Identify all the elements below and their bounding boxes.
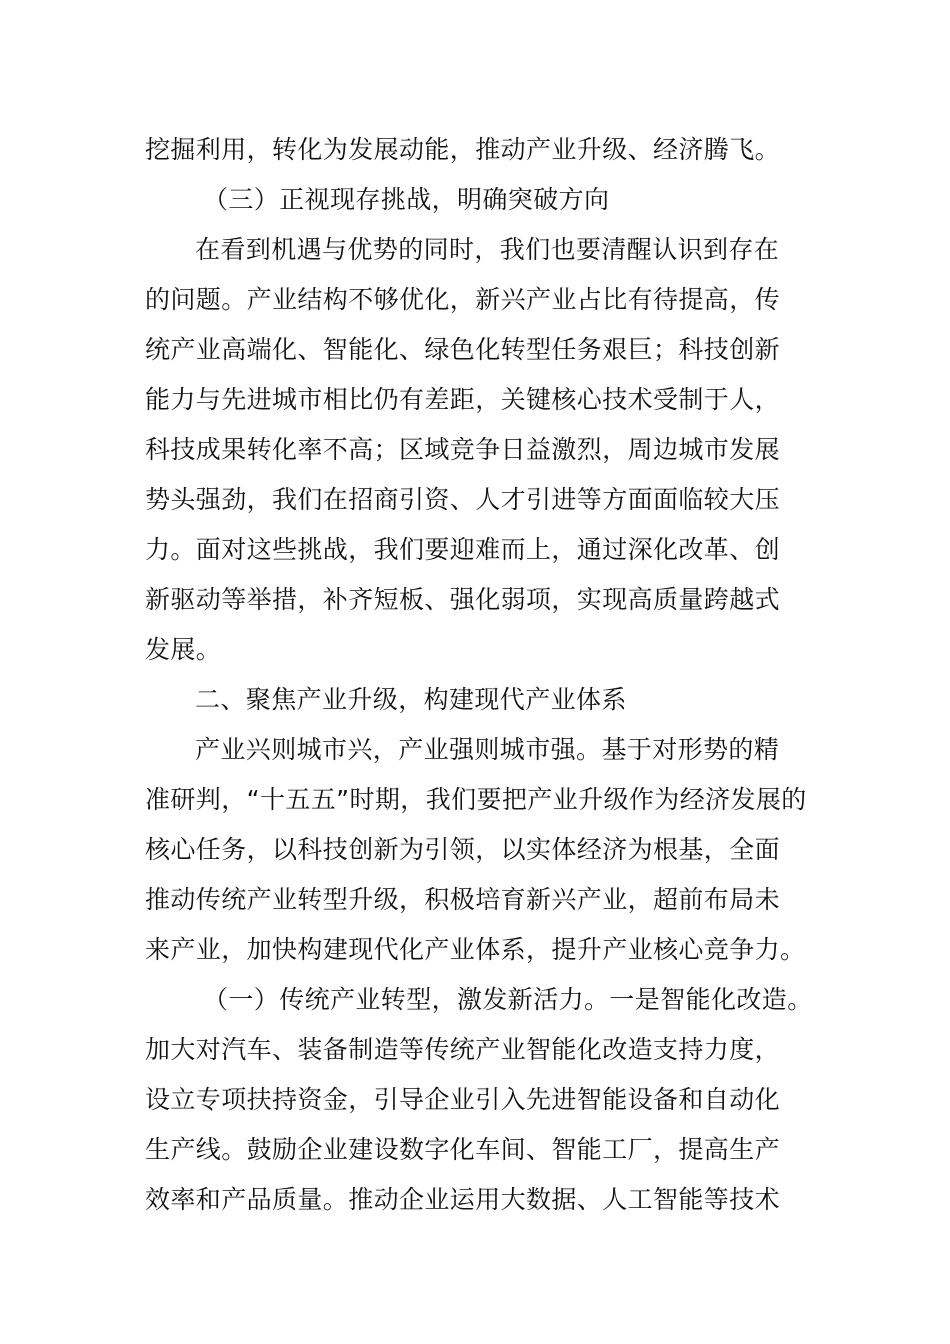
text-line: 推动传统产业转型升级，积极培育新兴产业，超前布局未 [145, 885, 781, 914]
paragraph-start: 产业兴则城市兴，产业强则城市强。基于对形势的精 [195, 735, 780, 764]
section-heading-3: （三）正视现存挑战，明确突破方向 [203, 185, 610, 214]
subsection-heading-1: （一）传统产业转型，激发新活力。一是智能化改造。 [203, 985, 813, 1014]
text-line: 科技成果转化率不高；区域竞争日益激烈，周边城市发展 [145, 435, 781, 464]
text-line: 的问题。产业结构不够优化，新兴产业占比有待提高，传 [145, 285, 781, 314]
text-line: 设立专项扶持资金，引导企业引入先进智能设备和自动化 [145, 1085, 781, 1114]
text-line: 统产业高端化、智能化、绿色化转型任务艰巨；科技创新 [145, 335, 781, 364]
text-line: 势头强劲，我们在招商引资、人才引进等方面面临较大压 [145, 485, 781, 514]
text-line: 新驱动等举措，补齐短板、强化弱项，实现高质量跨越式 [145, 585, 781, 614]
text-line: 挖掘利用，转化为发展动能，推动产业升级、经济腾飞。 [145, 135, 781, 164]
text-line: 准研判，“十五五”时期，我们要把产业升级作为经济发展的 [145, 785, 807, 814]
text-line: 来产业，加快构建现代化产业体系，提升产业核心竞争力。 [145, 935, 806, 964]
text-line: 加大对汽车、装备制造等传统产业智能化改造支持力度， [145, 1035, 781, 1064]
text-line: 力。面对这些挑战，我们要迎难而上，通过深化改革、创 [145, 535, 781, 564]
text-line: 能力与先进城市相比仍有差距，关键核心技术受制于人， [145, 385, 781, 414]
text-line: 发展。 [145, 635, 222, 664]
paragraph-start: 在看到机遇与优势的同时，我们也要清醒认识到存在 [195, 235, 780, 264]
section-heading-2: 二、聚焦产业升级，构建现代产业体系 [195, 685, 627, 714]
text-line: 效率和产品质量。推动企业运用大数据、人工智能等技术 [145, 1185, 781, 1214]
text-line: 生产线。鼓励企业建设数字化车间、智能工厂，提高生产 [145, 1135, 781, 1164]
text-line: 核心任务，以科技创新为引领，以实体经济为根基，全面 [145, 835, 781, 864]
